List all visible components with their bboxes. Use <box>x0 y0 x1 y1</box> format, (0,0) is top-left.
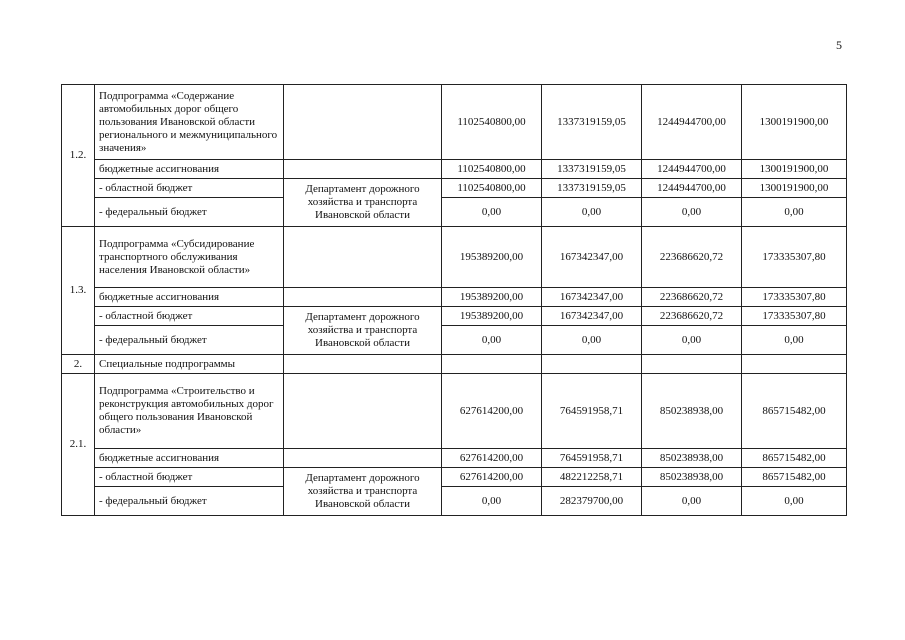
value-cell <box>642 355 742 374</box>
department-cell <box>284 355 442 374</box>
department-cell: Департамент дорожного хозяйства и транспорта Ивановской области <box>284 179 442 227</box>
table-row <box>62 468 847 487</box>
row-label: - федеральный бюджет <box>95 326 284 355</box>
row-number: 2.1. <box>62 374 95 516</box>
value-cell: 173335307,80 <box>742 227 847 288</box>
row-label: - областной бюджет <box>95 307 284 326</box>
row-label: бюджетные ассигнования <box>95 449 284 468</box>
value-cell: 865715482,00 <box>742 468 847 487</box>
value-cell: 627614200,00 <box>442 449 542 468</box>
value-cell: 0,00 <box>442 198 542 227</box>
value-cell: 195389200,00 <box>442 227 542 288</box>
table-row <box>62 374 847 449</box>
row-number: 1.2. <box>62 85 95 227</box>
row-label: бюджетные ассигнования <box>95 160 284 179</box>
value-cell: 850238938,00 <box>642 374 742 449</box>
program-name: Подпрограмма «Содержание автомобильных дорог общего пользования Ивановской области регионального и межмуниципального значения» <box>95 85 284 160</box>
value-cell: 0,00 <box>742 326 847 355</box>
program-name: Подпрограмма «Строительство и реконструкция автомобильных дорог общего пользования Ивановской области» <box>95 374 284 449</box>
department-cell <box>284 85 442 160</box>
value-cell: 482212258,71 <box>542 468 642 487</box>
value-cell: 173335307,80 <box>742 307 847 326</box>
value-cell: 0,00 <box>442 326 542 355</box>
value-cell: 0,00 <box>642 198 742 227</box>
value-cell: 1300191900,00 <box>742 85 847 160</box>
department-cell <box>284 374 442 449</box>
department-cell <box>284 227 442 288</box>
program-name: Подпрограмма «Субсидирование транспортного обслуживания населения Ивановской области» <box>95 227 284 288</box>
table-row <box>62 355 847 374</box>
value-cell: 1102540800,00 <box>442 160 542 179</box>
table-row <box>62 487 847 516</box>
table-row <box>62 179 847 198</box>
table-row <box>62 85 847 160</box>
table-row <box>62 326 847 355</box>
value-cell: 1102540800,00 <box>442 85 542 160</box>
row-number: 2. <box>62 355 95 374</box>
table-row <box>62 227 847 288</box>
row-label: - федеральный бюджет <box>95 198 284 227</box>
row-label: - федеральный бюджет <box>95 487 284 516</box>
value-cell: 0,00 <box>642 326 742 355</box>
budget-table <box>61 84 847 516</box>
value-cell: 167342347,00 <box>542 227 642 288</box>
value-cell: 764591958,71 <box>542 374 642 449</box>
value-cell: 1300191900,00 <box>742 160 847 179</box>
value-cell: 1337319159,05 <box>542 179 642 198</box>
value-cell: 850238938,00 <box>642 449 742 468</box>
value-cell: 865715482,00 <box>742 374 847 449</box>
value-cell: 167342347,00 <box>542 288 642 307</box>
department-cell <box>284 160 442 179</box>
value-cell: 764591958,71 <box>542 449 642 468</box>
value-cell: 223686620,72 <box>642 307 742 326</box>
row-label: бюджетные ассигнования <box>95 288 284 307</box>
value-cell: 0,00 <box>442 487 542 516</box>
value-cell <box>742 355 847 374</box>
value-cell: 627614200,00 <box>442 374 542 449</box>
value-cell: 1244944700,00 <box>642 85 742 160</box>
value-cell: 1244944700,00 <box>642 179 742 198</box>
department-cell <box>284 288 442 307</box>
department-cell: Департамент дорожного хозяйства и транспорта Ивановской области <box>284 307 442 355</box>
value-cell: 195389200,00 <box>442 307 542 326</box>
value-cell: 0,00 <box>542 326 642 355</box>
value-cell: 0,00 <box>542 198 642 227</box>
value-cell: 1337319159,05 <box>542 85 642 160</box>
table-row <box>62 307 847 326</box>
value-cell: 167342347,00 <box>542 307 642 326</box>
table-row <box>62 449 847 468</box>
value-cell: 627614200,00 <box>442 468 542 487</box>
value-cell: 282379700,00 <box>542 487 642 516</box>
department-cell: Департамент дорожного хозяйства и транспорта Ивановской области <box>284 468 442 516</box>
value-cell: 1337319159,05 <box>542 160 642 179</box>
section-title: Специальные подпрограммы <box>95 355 284 374</box>
department-cell <box>284 449 442 468</box>
value-cell <box>542 355 642 374</box>
page-number: 5 <box>836 38 842 52</box>
row-label: - областной бюджет <box>95 468 284 487</box>
table-row <box>62 160 847 179</box>
value-cell: 1102540800,00 <box>442 179 542 198</box>
value-cell <box>442 355 542 374</box>
value-cell: 1300191900,00 <box>742 179 847 198</box>
value-cell: 0,00 <box>642 487 742 516</box>
value-cell: 1244944700,00 <box>642 160 742 179</box>
value-cell: 865715482,00 <box>742 449 847 468</box>
value-cell: 195389200,00 <box>442 288 542 307</box>
value-cell: 0,00 <box>742 487 847 516</box>
value-cell: 173335307,80 <box>742 288 847 307</box>
value-cell: 223686620,72 <box>642 288 742 307</box>
table-row <box>62 288 847 307</box>
value-cell: 0,00 <box>742 198 847 227</box>
value-cell: 223686620,72 <box>642 227 742 288</box>
table-row <box>62 198 847 227</box>
value-cell: 850238938,00 <box>642 468 742 487</box>
row-number: 1.3. <box>62 227 95 355</box>
row-label: - областной бюджет <box>95 179 284 198</box>
